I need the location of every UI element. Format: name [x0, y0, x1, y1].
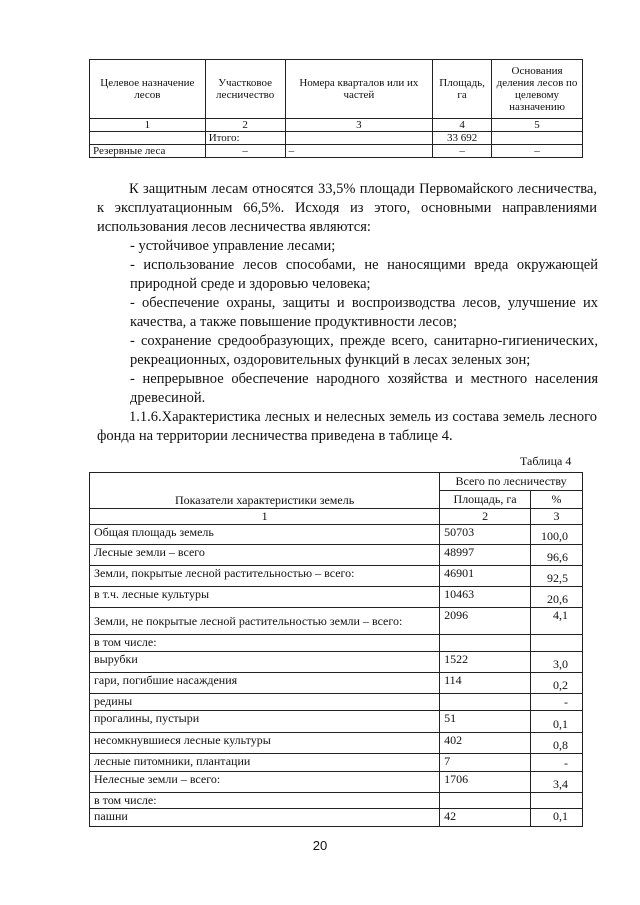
col-num: 1	[90, 119, 206, 132]
land-characteristics-table	[89, 472, 583, 827]
intro-paragraph: К защитным лесам относятся 33,5% площади Первомайского лесничества, к эксплуатационным 66,5%. Исходя из этого, основными направлениями использования лесов лесничества являются:	[97, 181, 597, 235]
table-row: пашни 42 0,1	[90, 809, 583, 827]
table-row: прогалины, пустыри 51 0,1	[90, 711, 583, 733]
table-header-row	[90, 60, 583, 119]
header-percent: %	[531, 491, 583, 509]
col-num: 2	[205, 119, 285, 132]
table-row: Нелесные земли – всего: 1706 3,4	[90, 772, 583, 793]
page-number: 20	[312, 838, 328, 853]
table-row: Общая площадь земель 50703 100,0	[90, 525, 583, 545]
table-row: гари, погибшие насаждения 114 0,2	[90, 673, 583, 694]
table-row: редины -	[90, 694, 583, 711]
header-district: Участковое лесничество	[205, 60, 285, 119]
header-area: Площадь, га	[433, 60, 492, 119]
col-num: 4	[433, 119, 492, 132]
header-purpose: Целевое назначение лесов	[90, 60, 206, 119]
section-paragraph: 1.1.6.Характеристика лесных и нелесных земель из состава земель лесного фонда на территории лесничества приведена в таблице 4.	[97, 409, 597, 444]
table-row: Земли, покрытые лесной растительностью – всего: 46901 92,5	[90, 566, 583, 587]
header-group: Всего по лесничеству	[440, 473, 583, 491]
header-basis: Основания деления лесов по целевому назначению	[492, 60, 583, 119]
table-row: несомкнувшиеся лесные культуры 402 0,8	[90, 733, 583, 754]
itogo-label: Итого:	[205, 132, 285, 145]
table-caption: Таблица 4	[520, 454, 572, 468]
list-item: - обеспечение охраны, защиты и воспроизводства лесов, улучшение их качества, а также повышение продуктивности лесов;	[130, 295, 598, 330]
itogo-area: 33 692	[433, 132, 492, 145]
column-numbers-row	[90, 509, 583, 525]
reserve-label: Резервные леса	[90, 145, 206, 158]
table-row: вырубки 1522 3,0	[90, 652, 583, 673]
dash-cell: –	[285, 145, 433, 158]
table-row: лесные питомники, плантации 7 -	[90, 754, 583, 772]
col-num: 5	[492, 119, 583, 132]
column-numbers-row	[90, 119, 583, 132]
table-row: в том числе:	[90, 793, 583, 809]
table-row: в т.ч. лесные культуры 10463 20,6	[90, 587, 583, 608]
list-item: - сохранение средообразующих, прежде всего, санитарно-гигиенических, рекреационных, оздоровительных функций в лесах зеленых зон;	[130, 333, 598, 368]
col-num: 2	[440, 509, 531, 525]
table-row: Земли, не покрытые лесной растительностью земли – всего: 2096 4,1	[90, 608, 583, 635]
col-num: 3	[531, 509, 583, 525]
header-indicators: Показатели характеристики земель	[90, 473, 440, 509]
list-item: - устойчивое управление лесами;	[130, 238, 336, 254]
list-item: - использование лесов способами, не наносящими вреда окружающей природной среде и здоровью человека;	[130, 257, 598, 292]
table-row: Лесные земли – всего 48997 96,6	[90, 545, 583, 566]
dash-cell: –	[492, 145, 583, 158]
header-quarters: Номера кварталов или их частей	[285, 60, 433, 119]
header-area: Площадь, га	[440, 491, 531, 509]
reserve-row	[90, 145, 583, 158]
dash-cell: –	[433, 145, 492, 158]
table-header-row	[90, 473, 583, 491]
dash-cell: –	[205, 145, 285, 158]
table-row: в том числе:	[90, 635, 583, 652]
col-num: 3	[285, 119, 433, 132]
forest-purpose-table	[89, 59, 583, 158]
list-item: - непрерывное обеспечение народного хозяйства и местного населения древесиной.	[130, 371, 598, 406]
col-num: 1	[90, 509, 440, 525]
itogo-row	[90, 132, 583, 145]
